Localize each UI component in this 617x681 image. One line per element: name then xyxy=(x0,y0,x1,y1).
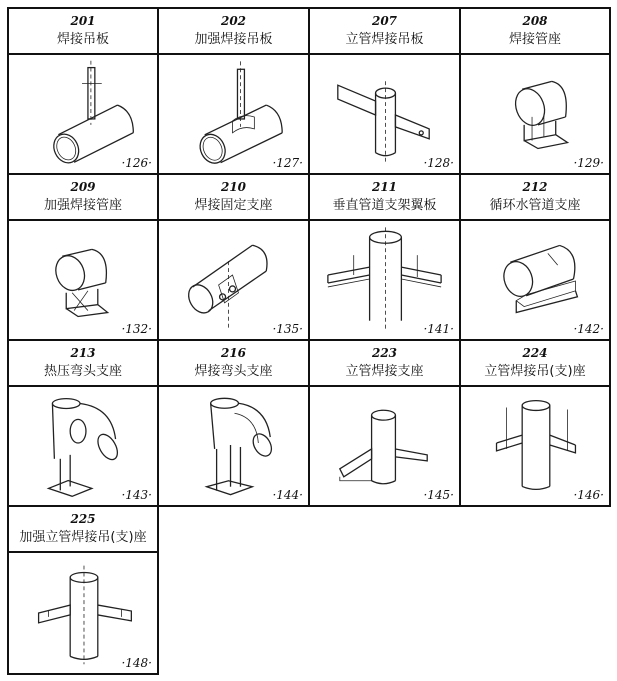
item-code: 224 xyxy=(522,346,548,360)
item-code: 213 xyxy=(70,346,96,360)
riser-welded-hanger-plate-icon xyxy=(310,55,459,169)
catalog-item-201[interactable] xyxy=(7,7,159,175)
item-title: 加强立管焊接吊(支)座 xyxy=(19,530,147,545)
catalog-item-223[interactable] xyxy=(308,339,461,507)
item-title: 焊接吊板 xyxy=(56,32,109,47)
item-code: 207 xyxy=(371,14,398,28)
item-code: 225 xyxy=(70,512,96,526)
page-number: ·141· xyxy=(423,322,454,336)
item-code: 223 xyxy=(371,346,398,360)
item-title: 立管焊接吊(支)座 xyxy=(484,364,586,379)
item-title: 焊接管座 xyxy=(508,32,561,47)
item-code: 202 xyxy=(220,14,247,28)
item-title: 立管焊接支座 xyxy=(345,364,424,379)
catalog-item-202[interactable] xyxy=(157,7,310,175)
page-number: ·135· xyxy=(272,322,303,336)
item-code: 208 xyxy=(522,14,548,28)
item-header xyxy=(159,341,308,387)
item-code: 211 xyxy=(371,180,398,194)
catalog-item-207[interactable] xyxy=(308,7,461,175)
page-number: ·142· xyxy=(573,322,604,336)
item-code: 210 xyxy=(220,180,247,194)
item-title: 垂直管道支架翼板 xyxy=(332,198,437,213)
page-number: ·127· xyxy=(272,156,303,170)
item-title: 加强焊接管座 xyxy=(43,198,122,213)
item-header xyxy=(9,175,157,221)
reinforced-welded-hanger-plate-icon xyxy=(159,55,308,169)
item-title: 加强焊接吊板 xyxy=(194,32,273,47)
circulating-water-pipe-support-icon xyxy=(461,221,609,335)
item-header xyxy=(461,341,609,387)
item-title: 立管焊接吊板 xyxy=(345,32,424,47)
reinforced-welded-pipe-saddle-icon xyxy=(9,221,157,335)
catalog-item-208[interactable] xyxy=(459,7,611,175)
catalog-item-213[interactable] xyxy=(7,339,159,507)
item-title: 焊接固定支座 xyxy=(194,198,273,213)
item-code: 216 xyxy=(220,346,247,360)
catalog-item-210[interactable] xyxy=(157,173,310,341)
item-title: 焊接弯头支座 xyxy=(194,364,273,379)
page-number: ·128· xyxy=(423,156,454,170)
page-number: ·148· xyxy=(121,656,152,670)
catalog-item-225[interactable] xyxy=(7,505,159,675)
page-number: ·144· xyxy=(272,488,303,502)
item-header xyxy=(461,9,609,55)
item-title: 热压弯头支座 xyxy=(43,364,122,379)
reinforced-riser-welded-hanger-support-icon xyxy=(9,553,157,667)
page-number: ·126· xyxy=(121,156,152,170)
welded-pipe-saddle-icon xyxy=(461,55,609,169)
welded-fixed-support-icon xyxy=(159,221,308,335)
item-code: 209 xyxy=(70,180,96,194)
welded-elbow-support-icon xyxy=(159,387,308,501)
item-header xyxy=(461,175,609,221)
item-code: 201 xyxy=(70,14,96,28)
item-header xyxy=(9,507,157,553)
item-header xyxy=(159,9,308,55)
page-number: ·129· xyxy=(573,156,604,170)
item-header xyxy=(159,175,308,221)
page-number: ·145· xyxy=(423,488,454,502)
item-header xyxy=(310,175,459,221)
page-number: ·146· xyxy=(573,488,604,502)
catalog-item-224[interactable] xyxy=(459,339,611,507)
catalog-item-212[interactable] xyxy=(459,173,611,341)
riser-welded-support-icon xyxy=(310,387,459,501)
vertical-pipe-support-wing-plate-icon xyxy=(310,221,459,335)
welded-hanger-plate-icon xyxy=(9,55,157,169)
hot-pressed-elbow-support-icon xyxy=(9,387,157,501)
item-header xyxy=(310,9,459,55)
item-header xyxy=(9,9,157,55)
catalog-item-211[interactable] xyxy=(308,173,461,341)
catalog-item-216[interactable] xyxy=(157,339,310,507)
catalog-item-209[interactable] xyxy=(7,173,159,341)
page-number: ·143· xyxy=(121,488,152,502)
item-code: 212 xyxy=(522,180,548,194)
item-title: 循环水管道支座 xyxy=(489,198,581,213)
page-number: ·132· xyxy=(121,322,152,336)
item-header xyxy=(9,341,157,387)
item-header xyxy=(310,341,459,387)
riser-welded-hanger-support-icon xyxy=(461,387,609,501)
